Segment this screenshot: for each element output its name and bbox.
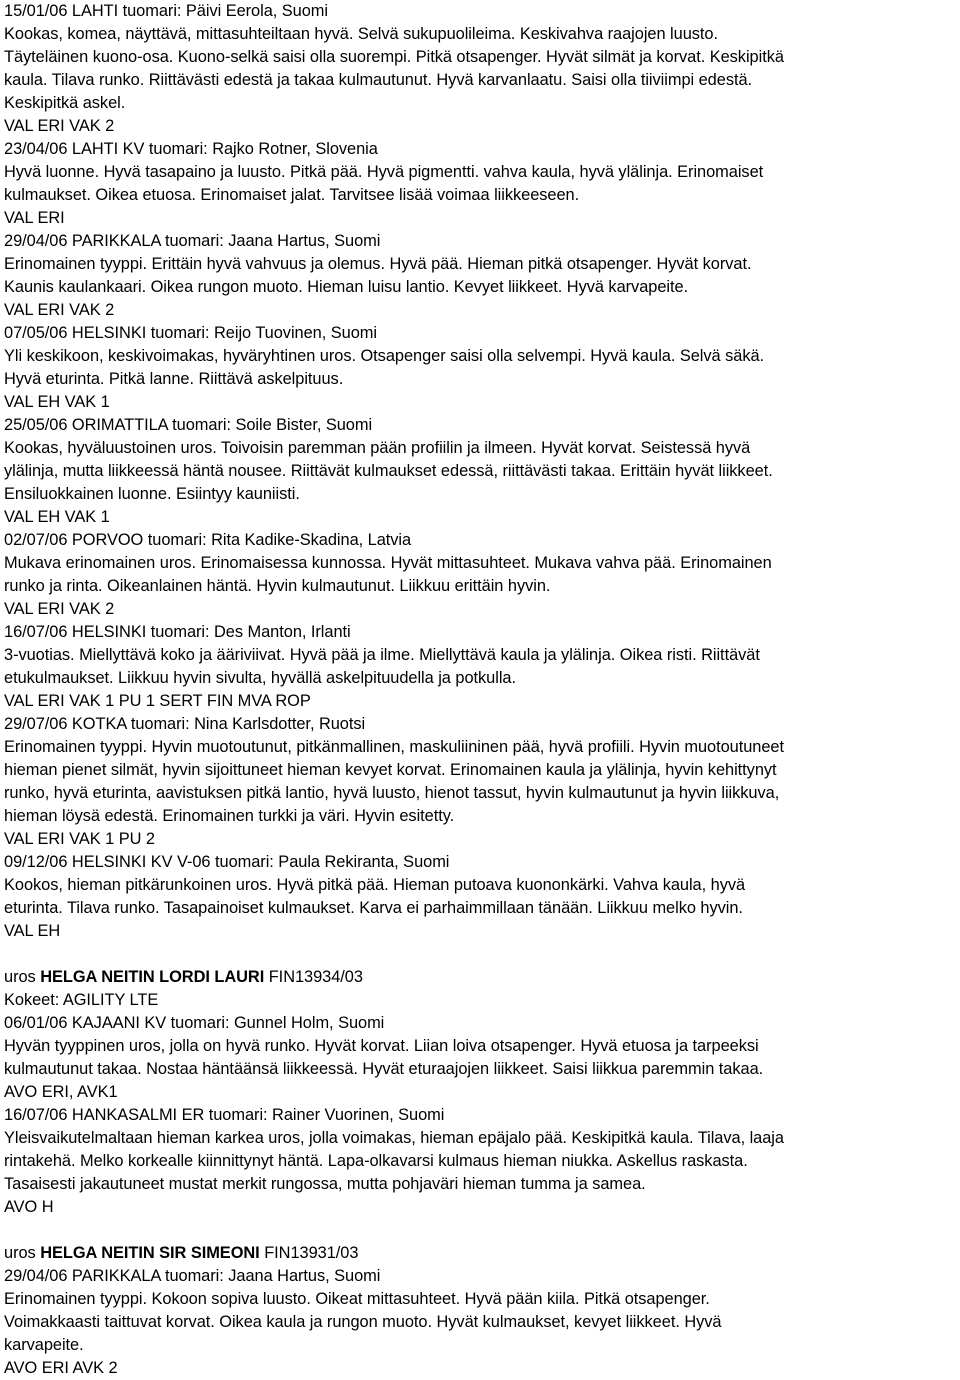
- heading-text: uros: [4, 968, 41, 986]
- text-line: rintakehä. Melko korkealle kiinnittynyt häntä. Lapa-olkavarsi kulmaus hieman niukka. Askellus raskasta.: [4, 1152, 748, 1170]
- blank-line: [4, 1219, 960, 1242]
- text-line: Hyvän tyyppinen uros, jolla on hyvä runko. Hyvät korvat. Liian loiva otsapenger. Hyvä etuosa ja tarpeeksi: [4, 1037, 759, 1055]
- text-line: kulmaukset. Oikea etuosa. Erinomaiset jalat. Tarvitsee lisää voimaa liikkeeseen.: [4, 186, 580, 204]
- text-line: 16/07/06 HELSINKI tuomari: Des Manton, Irlanti: [4, 623, 351, 641]
- text-line: Yli keskikoon, keskivoimakas, hyväryhtinen uros. Otsapenger saisi olla selvempi. Hyvä kaula. Selvä säkä.: [4, 347, 765, 365]
- heading-text: FIN13931/03: [259, 1244, 359, 1262]
- text-line: Kookas, komea, näyttävä, mittasuhteiltaan hyvä. Selvä sukupuolileima. Keskivahva raajojen luusto.: [4, 25, 719, 43]
- text-line: VAL ERI VAK 2: [4, 301, 115, 319]
- text-line: Voimakkaasti taittuvat korvat. Oikea kaula ja rungon muoto. Hyvät kulmaukset, kevyet liikkeet. Hyvä: [4, 1313, 722, 1331]
- text-line: 23/04/06 LAHTI KV tuomari: Rajko Rotner, Slovenia: [4, 140, 378, 158]
- text-line: VAL ERI VAK 1 PU 1 SERT FIN MVA ROP: [4, 692, 311, 710]
- dog-name: HELGA NEITIN SIR SIMEONI: [40, 1244, 260, 1262]
- text-line: Kokeet: AGILITY LTE: [4, 991, 159, 1009]
- text-line: Täyteläinen kuono-osa. Kuono-selkä saisi olla suorempi. Pitkä otsapenger. Hyvät silmät ja korvat. Keskipitkä: [4, 48, 784, 66]
- text-line: Tasaisesti jakautuneet mustat merkit rungossa, mutta pohjaväri hieman tumma ja samea.: [4, 1175, 646, 1193]
- text-line: karvapeite.: [4, 1336, 84, 1354]
- text-line: Mukava erinomainen uros. Erinomaisessa kunnossa. Hyvät mittasuhteet. Mukava vahva pää. Erinomainen: [4, 554, 772, 572]
- text-line: Keskipitkä askel.: [4, 94, 126, 112]
- dog-heading-line: [4, 966, 960, 989]
- text-line: Yleisvaikutelmaltaan hieman karkea uros, jolla voimakas, hieman epäjalo pää. Keskipitkä kaula. Tilava, laaja: [4, 1129, 784, 1147]
- text-line: VAL ERI VAK 2: [4, 600, 115, 618]
- text-line: Erinomainen tyyppi. Kokoon sopiva luusto. Oikeat mittasuhteet. Hyvä pään kiila. Pitkä otsapenger.: [4, 1290, 710, 1308]
- text-line: VAL ERI VAK 2: [4, 117, 115, 135]
- text-line: hieman löysä edestä. Erinomainen turkki ja väri. Hyvin esitetty.: [4, 807, 455, 825]
- text-line: 15/01/06 LAHTI tuomari: Päivi Eerola, Suomi: [4, 2, 328, 20]
- text-line: VAL EH VAK 1: [4, 508, 110, 526]
- text-line: Ensiluokkainen luonne. Esiintyy kauniisti.: [4, 485, 300, 503]
- text-line: ylälinja, mutta liikkeessä häntä nousee. Riittävät kulmaukset edessä, riittävästi takaa. Erittäin hyvät liikkeet.: [4, 462, 773, 480]
- text-line: 02/07/06 PORVOO tuomari: Rita Kadike-Skadina, Latvia: [4, 531, 412, 549]
- text-line: Kookas, hyväluustoinen uros. Toivoisin paremman pään profiilin ja ilmeen. Hyvät korvat. Seistessä hyvä: [4, 439, 751, 457]
- text-line: 16/07/06 HANKASALMI ER tuomari: Rainer Vuorinen, Suomi: [4, 1106, 445, 1124]
- text-line: AVO ERI, AVK1: [4, 1083, 118, 1101]
- text-line: Hyvä eturinta. Pitkä lanne. Riittävä askelpituus.: [4, 370, 344, 388]
- text-line: 29/04/06 PARIKKALA tuomari: Jaana Hartus, Suomi: [4, 232, 381, 250]
- heading-text: uros: [4, 1244, 41, 1262]
- text-line: hieman pienet silmät, hyvin sijoittuneet hieman kevyet korvat. Erinomainen kaula ja ylälinja, hyvin kehittynyt: [4, 761, 777, 779]
- heading-text: FIN13934/03: [264, 968, 363, 986]
- text-line: kulmautunut takaa. Nostaa häntäänsä liikkeessä. Hyvät eturaajojen liikkeet. Saisi liikkua paremmin takaa.: [4, 1060, 764, 1078]
- text-line: 29/07/06 KOTKA tuomari: Nina Karlsdotter, Ruotsi: [4, 715, 366, 733]
- text-line: runko, hyvä eturinta, aavistuksen pitkä lantio, hyvä luusto, hienot tassut, hyvin kulmautunut ja hyvin liikkuva,: [4, 784, 780, 802]
- text-line: Hyvä luonne. Hyvä tasapaino ja luusto. Pitkä pää. Hyvä pigmentti. vahva kaula, hyvä ylälinja. Erinomaiset: [4, 163, 764, 181]
- blank-line: [4, 943, 960, 966]
- text-line: Kookos, hieman pitkärunkoinen uros. Hyvä pitkä pää. Hieman putoava kuononkärki. Vahva kaula, hyvä: [4, 876, 746, 894]
- dog-heading-line: [4, 1242, 960, 1265]
- text-line: runko ja rinta. Oikeanlainen häntä. Hyvin kulmautunut. Liikkuu erittäin hyvin.: [4, 577, 551, 595]
- text-line: VAL EH VAK 1: [4, 393, 110, 411]
- text-line: 3-vuotias. Miellyttävä koko ja ääriviivat. Hyvä pää ja ilme. Miellyttävä kaula ja ylälinja. Oikea risti. Riittävät: [4, 646, 760, 664]
- text-line: kaula. Tilava runko. Riittävästi edestä ja takaa kulmautunut. Hyvä karvanlaatu. Saisi olla tiiviimpi edestä.: [4, 71, 753, 89]
- text-line: VAL ERI: [4, 209, 65, 227]
- text-line: AVO H: [4, 1198, 54, 1216]
- text-line: etukulmaukset. Liikkuu hyvin sivulta, hyvällä askelpituudella ja potkulla.: [4, 669, 516, 687]
- text-line: AVO ERI AVK 2: [4, 1359, 118, 1377]
- dog-name: HELGA NEITIN LORDI LAURI: [40, 968, 265, 986]
- text-line: 07/05/06 HELSINKI tuomari: Reijo Tuovinen, Suomi: [4, 324, 377, 342]
- text-line: VAL EH: [4, 922, 61, 940]
- text-line: 29/04/06 PARIKKALA tuomari: Jaana Hartus, Suomi: [4, 1267, 381, 1285]
- text-line: Erinomainen tyyppi. Erittäin hyvä vahvuus ja olemus. Hyvä pää. Hieman pitkä otsapenger. Hyvät korvat.: [4, 255, 752, 273]
- text-line: 25/05/06 ORIMATTILA tuomari: Soile Bister, Suomi: [4, 416, 373, 434]
- text-line: eturinta. Tilava runko. Tasapainoiset kulmaukset. Karva ei parhaimmillaan tänään. Liikkuu melko hyvin.: [4, 899, 743, 917]
- text-line: Erinomainen tyyppi. Hyvin muotoutunut, pitkänmallinen, maskuliininen pää, hyvä profiili. Hyvin muotoutuneet: [4, 738, 784, 756]
- text-line: Kaunis kaulankaari. Oikea rungon muoto. Hieman luisu lantio. Kevyet liikkeet. Hyvä karvapeite.: [4, 278, 689, 296]
- text-line: 09/12/06 HELSINKI KV V-06 tuomari: Paula Rekiranta, Suomi: [4, 853, 450, 871]
- text-line: 06/01/06 KAJAANI KV tuomari: Gunnel Holm, Suomi: [4, 1014, 385, 1032]
- text-line: VAL ERI VAK 1 PU 2: [4, 830, 155, 848]
